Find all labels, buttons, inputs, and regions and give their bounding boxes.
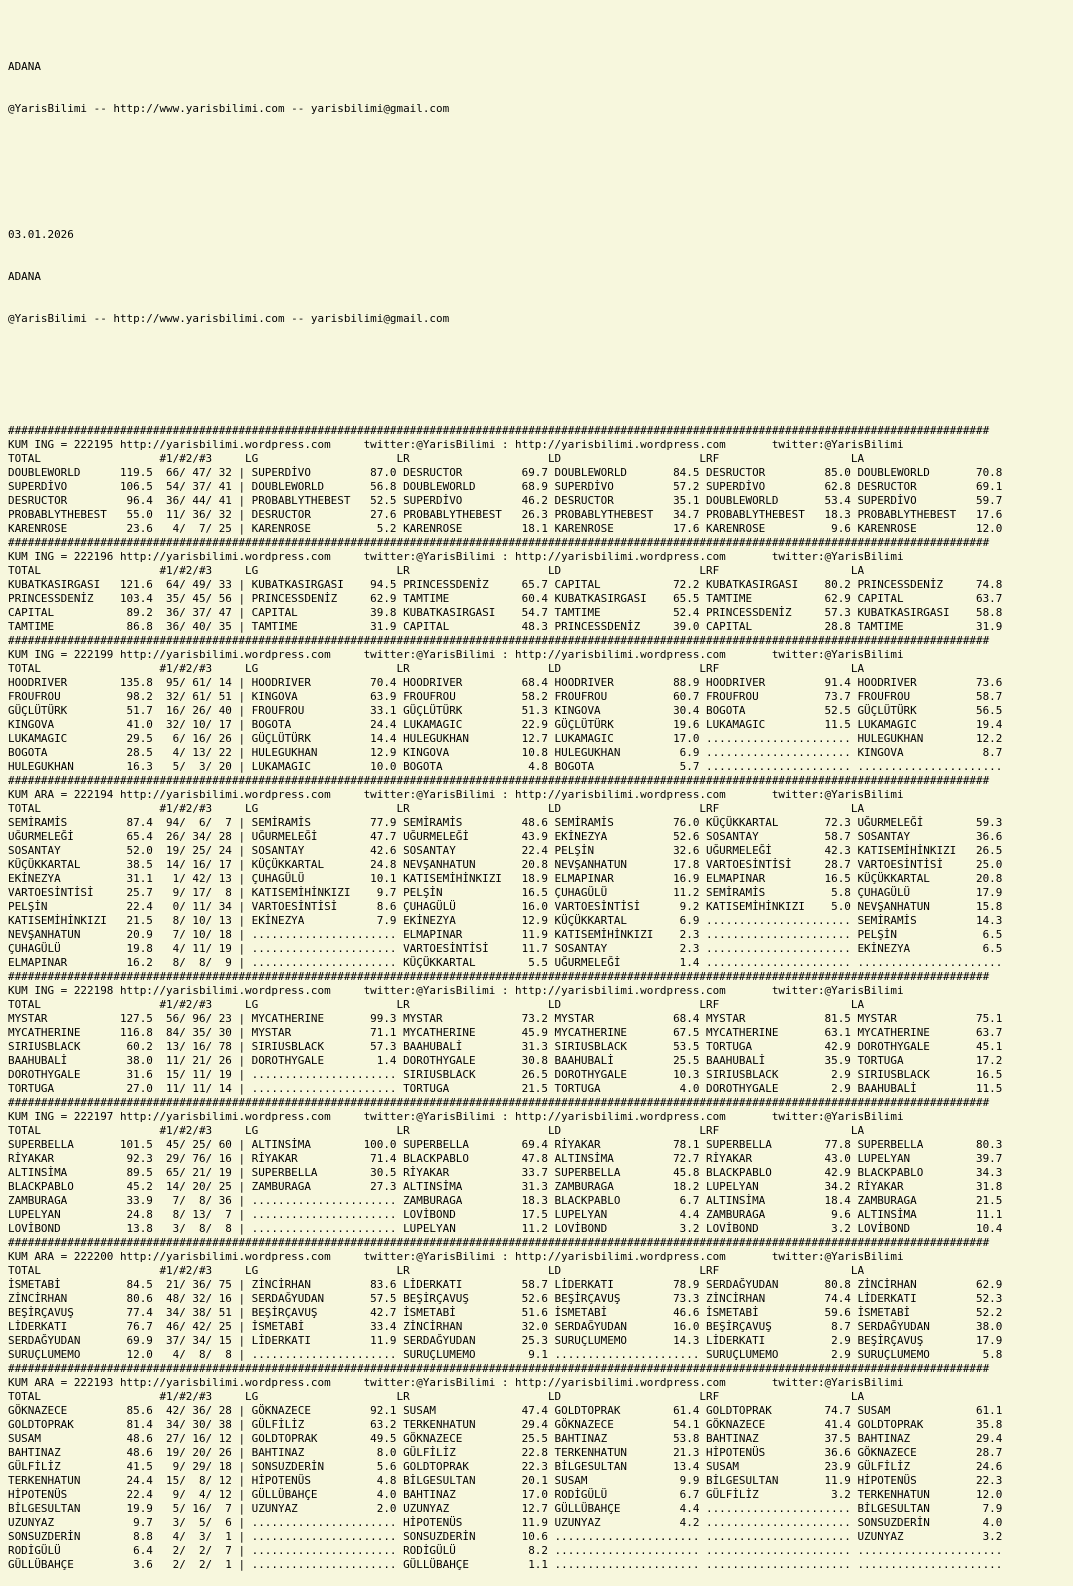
race-row: LİDERKATI 76.7 46/ 42/ 25 | İSMETABİ 33.4 ZİNCİRHAN 32.0 SERDAĞYUDAN 16.0 BEŞİRÇAVUŞ 8.7 SERDAĞYUDAN 38.0 <box>8 1320 1003 1333</box>
race-title-line: KUM ARA = 222194 http://yarisbilimi.wordpress.com twitter:@YarisBilimi : http://yarisbilimi.wordpress.com twitter:@YarisBilimi <box>8 788 904 801</box>
separator-line: ##################################################################################################################################################### <box>8 1362 990 1375</box>
header-line: ADANA <box>8 270 41 283</box>
race-row: SERDAĞYUDAN 69.9 37/ 34/ 15 | LİDERKATI 11.9 SERDAĞYUDAN 25.3 SURUÇLUMEMO 14.3 LİDERKATI 2.9 BEŞİRÇAVUŞ 17.9 <box>8 1334 1003 1347</box>
race-row: ELMAPINAR 16.2 8/ 8/ 9 | ...................... KÜÇÜKKARTAL 5.5 UĞURMELEĞİ 1.4 ...................... ...................... <box>8 956 1003 969</box>
race-row: BOGOTA 28.5 4/ 13/ 22 | HULEGUKHAN 12.9 KINGOVA 10.8 HULEGUKHAN 6.9 ...................... KINGOVA 8.7 <box>8 746 1003 759</box>
race-row: İSMETABİ 84.5 21/ 36/ 75 | ZİNCİRHAN 83.6 LİDERKATI 58.7 LİDERKATI 78.9 SERDAĞYUDAN 80.8 ZİNCİRHAN 62.9 <box>8 1278 1003 1291</box>
race-row: KARENROSE 23.6 4/ 7/ 25 | KARENROSE 5.2 KARENROSE 18.1 KARENROSE 17.6 KARENROSE 9.6 KARENROSE 12.0 <box>8 522 1003 535</box>
race-row: MYCATHERINE 116.8 84/ 35/ 30 | MYSTAR 71.1 MYCATHERINE 45.9 MYCATHERINE 67.5 MYCATHERINE 63.1 MYCATHERINE 63.7 <box>8 1026 1003 1039</box>
column-header-line: TOTAL #1/#2/#3 LG LR LD LRF LA <box>8 802 865 815</box>
race-row: CAPITAL 89.2 36/ 37/ 47 | CAPITAL 39.8 KUBATKASIRGASI 54.7 TAMTIME 52.4 PRINCESSDENİZ 57.3 KUBATKASIRGASI 58.8 <box>8 606 1003 619</box>
header-line: ADANA <box>8 60 41 73</box>
race-row: BAAHUBALİ 38.0 11/ 21/ 26 | DOROTHYGALE 1.4 DOROTHYGALE 30.8 BAAHUBALİ 25.5 BAAHUBALİ 35.9 TORTUGA 17.2 <box>8 1054 1003 1067</box>
race-row: ÇUHAGÜLÜ 19.8 4/ 11/ 19 | ...................... VARTOESİNTİSİ 11.7 SOSANTAY 2.3 ...................... EKİNEZYA 6.5 <box>8 942 1003 955</box>
race-row: SONSUZDERİN 8.8 4/ 3/ 1 | ...................... SONSUZDERİN 10.6 ...................... ...................... UZUNYAZ 3.2 <box>8 1530 1003 1543</box>
race-title-line: KUM ING = 222195 http://yarisbilimi.wordpress.com twitter:@YarisBilimi : http://yarisbilimi.wordpress.com twitter:@YarisBilimi <box>8 438 904 451</box>
column-header-line: TOTAL #1/#2/#3 LG LR LD LRF LA <box>8 452 865 465</box>
race-row: SUSAM 48.6 27/ 16/ 12 | GOLDTOPRAK 49.5 GÖKNAZECE 25.5 BAHTINAZ 53.8 BAHTINAZ 37.5 BAHTINAZ 29.4 <box>8 1432 1003 1445</box>
race-block <box>8 970 1073 1096</box>
separator-line: ##################################################################################################################################################### <box>8 970 990 983</box>
race-row: TORTUGA 27.0 11/ 11/ 14 | ...................... TORTUGA 21.5 TORTUGA 4.0 DOROTHYGALE 2.9 BAAHUBALİ 11.5 <box>8 1082 1003 1095</box>
header-line: 03.01.2026 <box>8 228 74 241</box>
race-row: BEŞİRÇAVUŞ 77.4 34/ 38/ 51 | BEŞİRÇAVUŞ 42.7 İSMETABİ 51.6 İSMETABİ 46.6 İSMETABİ 59.6 İSMETABİ 52.2 <box>8 1306 1003 1319</box>
column-header-line: TOTAL #1/#2/#3 LG LR LD LRF LA <box>8 1390 865 1403</box>
race-row: KUBATKASIRGASI 121.6 64/ 49/ 33 | KUBATKASIRGASI 94.5 PRINCESSDENİZ 65.7 CAPITAL 72.2 KUBATKASIRGASI 80.2 PRINCESSDENİZ 74.8 <box>8 578 1003 591</box>
separator-line: ##################################################################################################################################################### <box>8 634 990 647</box>
header-line: @YarisBilimi -- http://www.yarisbilimi.com -- yarisbilimi@gmail.com <box>8 312 450 325</box>
race-row: SUPERDİVO 106.5 54/ 37/ 41 | DOUBLEWORLD 56.8 DOUBLEWORLD 68.9 SUPERDİVO 57.2 SUPERDİVO 62.8 DESRUCTOR 69.1 <box>8 480 1003 493</box>
race-row: HULEGUKHAN 16.3 5/ 3/ 20 | LUKAMAGIC 10.0 BOGOTA 4.8 BOGOTA 5.7 ...................... ...................... <box>8 760 1003 773</box>
race-row: DOUBLEWORLD 119.5 66/ 47/ 32 | SUPERDİVO 87.0 DESRUCTOR 69.7 DOUBLEWORLD 84.5 DESRUCTOR 85.0 DOUBLEWORLD 70.8 <box>8 466 1003 479</box>
race-block <box>8 1096 1073 1236</box>
column-header-line: TOTAL #1/#2/#3 LG LR LD LRF LA <box>8 1264 865 1277</box>
race-block <box>8 424 1073 536</box>
race-row: GOLDTOPRAK 81.4 34/ 30/ 38 | GÜLFİLİZ 63.2 TERKENHATUN 29.4 GÖKNAZECE 54.1 GÖKNAZECE 41.4 GOLDTOPRAK 35.8 <box>8 1418 1003 1431</box>
race-row: LOVİBOND 13.8 3/ 8/ 8 | ...................... LUPELYAN 11.2 LOVİBOND 3.2 LOVİBOND 3.2 LOVİBOND 10.4 <box>8 1222 1003 1235</box>
race-row: KÜÇÜKKARTAL 38.5 14/ 16/ 17 | KÜÇÜKKARTAL 24.8 NEVŞANHATUN 20.8 NEVŞANHATUN 17.8 VARTOESİNTİSİ 28.7 VARTOESİNTİSİ 25.0 <box>8 858 1003 871</box>
race-row: RODİGÜLÜ 6.4 2/ 2/ 7 | ...................... RODİGÜLÜ 8.2 ...................... ...................... ...................... <box>8 1544 1003 1557</box>
race-row: BLACKPABLO 45.2 14/ 20/ 25 | ZAMBURAGA 27.3 ALTINSİMA 31.3 ZAMBURAGA 18.2 LUPELYAN 34.2 RİYAKAR 31.8 <box>8 1180 1003 1193</box>
race-row: LUKAMAGIC 29.5 6/ 16/ 26 | GÜÇLÜTÜRK 14.4 HULEGUKHAN 12.7 LUKAMAGIC 17.0 ...................... HULEGUKHAN 12.2 <box>8 732 1003 745</box>
header-line: @YarisBilimi -- http://www.yarisbilimi.com -- yarisbilimi@gmail.com <box>8 102 450 115</box>
race-row: SIRIUSBLACK 60.2 13/ 16/ 78 | SIRIUSBLACK 57.3 BAAHUBALİ 31.3 SIRIUSBLACK 53.5 TORTUGA 42.9 DOROTHYGALE 45.1 <box>8 1040 1003 1053</box>
race-row: SURUÇLUMEMO 12.0 4/ 8/ 8 | ...................... SURUÇLUMEMO 9.1 ...................... SURUÇLUMEMO 2.9 SURUÇLUMEMO 5.8 <box>8 1348 1003 1361</box>
race-title-line: KUM ING = 222199 http://yarisbilimi.wordpress.com twitter:@YarisBilimi : http://yarisbilimi.wordpress.com twitter:@YarisBilimi <box>8 648 904 661</box>
race-block <box>8 774 1073 970</box>
race-row: BAHTINAZ 48.6 19/ 20/ 26 | BAHTINAZ 8.0 GÜLFİLİZ 22.8 TERKENHATUN 21.3 HİPOTENÜS 36.6 GÖKNAZECE 28.7 <box>8 1446 1003 1459</box>
race-title-line: KUM ING = 222198 http://yarisbilimi.wordpress.com twitter:@YarisBilimi : http://yarisbilimi.wordpress.com twitter:@YarisBilimi <box>8 984 904 997</box>
race-row: GÜLFİLİZ 41.5 9/ 29/ 18 | SONSUZDERİN 5.6 GOLDTOPRAK 22.3 BİLGESULTAN 13.4 SUSAM 23.9 GÜLFİLİZ 24.6 <box>8 1460 1003 1473</box>
race-row: DESRUCTOR 96.4 36/ 44/ 41 | PROBABLYTHEBEST 52.5 SUPERDİVO 46.2 DESRUCTOR 35.1 DOUBLEWORLD 53.4 SUPERDİVO 59.7 <box>8 494 1003 507</box>
race-block <box>8 1236 1073 1362</box>
race-row: ZİNCİRHAN 80.6 48/ 32/ 16 | SERDAĞYUDAN 57.5 BEŞİRÇAVUŞ 52.6 BEŞİRÇAVUŞ 73.3 ZİNCİRHAN 74.4 LİDERKATI 52.3 <box>8 1292 1003 1305</box>
race-row: SOSANTAY 52.0 19/ 25/ 24 | SOSANTAY 42.6 SOSANTAY 22.4 PELŞİN 32.6 UĞURMELEĞİ 42.3 KATISEMİHİNKIZI 26.5 <box>8 844 1003 857</box>
race-row: SUPERBELLA 101.5 45/ 25/ 60 | ALTINSİMA 100.0 SUPERBELLA 69.4 RİYAKAR 78.1 SUPERBELLA 77.8 SUPERBELLA 80.3 <box>8 1138 1003 1151</box>
race-row: KINGOVA 41.0 32/ 10/ 17 | BOGOTA 24.4 LUKAMAGIC 22.9 GÜÇLÜTÜRK 19.6 LUKAMAGIC 11.5 LUKAMAGIC 19.4 <box>8 718 1003 731</box>
race-row: PROBABLYTHEBEST 55.0 11/ 36/ 32 | DESRUCTOR 27.6 PROBABLYTHEBEST 26.3 PROBABLYTHEBEST 34.7 PROBABLYTHEBEST 18.3 PROBABLYTHEBEST 17.6 <box>8 508 1003 521</box>
race-row: DOROTHYGALE 31.6 15/ 11/ 19 | ...................... SIRIUSBLACK 26.5 DOROTHYGALE 10.3 SIRIUSBLACK 2.9 SIRIUSBLACK 16.5 <box>8 1068 1003 1081</box>
race-row: UĞURMELEĞİ 65.4 26/ 34/ 28 | UĞURMELEĞİ 47.7 UĞURMELEĞİ 43.9 EKİNEZYA 52.6 SOSANTAY 58.7 SOSANTAY 36.6 <box>8 830 1003 843</box>
race-row: ZAMBURAGA 33.9 7/ 8/ 36 | ...................... ZAMBURAGA 18.3 BLACKPABLO 6.7 ALTINSİMA 18.4 ZAMBURAGA 21.5 <box>8 1194 1003 1207</box>
column-header-line: TOTAL #1/#2/#3 LG LR LD LRF LA <box>8 564 865 577</box>
race-row: ALTINSİMA 89.5 65/ 21/ 19 | SUPERBELLA 30.5 RİYAKAR 33.7 SUPERBELLA 45.8 BLACKPABLO 42.9 BLACKPABLO 34.3 <box>8 1166 1003 1179</box>
document-header <box>8 32 1073 396</box>
header-line <box>8 354 1073 368</box>
race-row: TAMTIME 86.8 36/ 40/ 35 | TAMTIME 31.9 CAPITAL 48.3 PRINCESSDENİZ 39.0 CAPITAL 28.8 TAMTIME 31.9 <box>8 620 1003 633</box>
race-row: GÜÇLÜTÜRK 51.7 16/ 26/ 40 | FROUFROU 33.1 GÜÇLÜTÜRK 51.3 KINGOVA 30.4 BOGOTA 52.5 GÜÇLÜTÜRK 56.5 <box>8 704 1003 717</box>
race-title-line: KUM ARA = 222193 http://yarisbilimi.wordpress.com twitter:@YarisBilimi : http://yarisbilimi.wordpress.com twitter:@YarisBilimi <box>8 1376 904 1389</box>
race-row: TERKENHATUN 24.4 15/ 8/ 12 | HİPOTENÜS 4.8 BİLGESULTAN 20.1 SUSAM 9.9 BİLGESULTAN 11.9 HİPOTENÜS 22.3 <box>8 1474 1003 1487</box>
race-row: GÜLLÜBAHÇE 3.6 2/ 2/ 1 | ...................... GÜLLÜBAHÇE 1.1 ...................... ...................... ...................... <box>8 1558 1003 1571</box>
race-title-line: KUM ING = 222196 http://yarisbilimi.wordpress.com twitter:@YarisBilimi : http://yarisbilimi.wordpress.com twitter:@YarisBilimi <box>8 550 904 563</box>
race-row: EKİNEZYA 31.1 1/ 42/ 13 | ÇUHAGÜLÜ 10.1 KATISEMİHİNKIZI 18.9 ELMAPINAR 16.9 ELMAPINAR 16.5 KÜÇÜKKARTAL 20.8 <box>8 872 1003 885</box>
race-block <box>8 634 1073 774</box>
column-header-line: TOTAL #1/#2/#3 LG LR LD LRF LA <box>8 1124 865 1137</box>
race-row: HİPOTENÜS 22.4 9/ 4/ 12 | GÜLLÜBAHÇE 4.0 BAHTINAZ 17.0 RODİGÜLÜ 6.7 GÜLFİLİZ 3.2 TERKENHATUN 12.0 <box>8 1488 1003 1501</box>
separator-line: ##################################################################################################################################################### <box>8 1096 990 1109</box>
column-header-line: TOTAL #1/#2/#3 LG LR LD LRF LA <box>8 662 865 675</box>
race-row: VARTOESİNTİSİ 25.7 9/ 17/ 8 | KATISEMİHİNKIZI 9.7 PELŞİN 16.5 ÇUHAGÜLÜ 11.2 SEMİRAMİS 5.8 ÇUHAGÜLÜ 17.9 <box>8 886 1003 899</box>
separator-line: ##################################################################################################################################################### <box>8 536 990 549</box>
race-block <box>8 1362 1073 1572</box>
separator-line: ##################################################################################################################################################### <box>8 1236 990 1249</box>
race-title-line: KUM ARA = 222200 http://yarisbilimi.wordpress.com twitter:@YarisBilimi : http://yarisbilimi.wordpress.com twitter:@YarisBilimi <box>8 1250 904 1263</box>
race-row: PELŞİN 22.4 0/ 11/ 34 | VARTOESİNTİSİ 8.6 ÇUHAGÜLÜ 16.0 VARTOESİNTİSİ 9.2 KATISEMİHİNKIZI 5.0 NEVŞANHATUN 15.8 <box>8 900 1003 913</box>
race-row: FROUFROU 98.2 32/ 61/ 51 | KINGOVA 63.9 FROUFROU 58.2 FROUFROU 60.7 FROUFROU 73.7 FROUFROU 58.7 <box>8 690 1003 703</box>
separator-line: ##################################################################################################################################################### <box>8 774 990 787</box>
race-row: RİYAKAR 92.3 29/ 76/ 16 | RİYAKAR 71.4 BLACKPABLO 47.8 ALTINSİMA 72.7 RİYAKAR 43.0 LUPELYAN 39.7 <box>8 1152 1003 1165</box>
race-row: UZUNYAZ 9.7 3/ 5/ 6 | ...................... HİPOTENÜS 11.9 UZUNYAZ 4.2 ...................... SONSUZDERİN 4.0 <box>8 1516 1003 1529</box>
race-row: BİLGESULTAN 19.9 5/ 16/ 7 | UZUNYAZ 2.0 UZUNYAZ 12.7 GÜLLÜBAHÇE 4.4 ...................... BİLGESULTAN 7.9 <box>8 1502 1003 1515</box>
race-row: SEMİRAMİS 87.4 94/ 6/ 7 | SEMİRAMİS 77.9 SEMİRAMİS 48.6 SEMİRAMİS 76.0 KÜÇÜKKARTAL 72.3 UĞURMELEĞİ 59.3 <box>8 816 1003 829</box>
column-header-line: TOTAL #1/#2/#3 LG LR LD LRF LA <box>8 998 865 1011</box>
race-row: MYSTAR 127.5 56/ 96/ 23 | MYCATHERINE 99.3 MYSTAR 73.2 MYSTAR 68.4 MYSTAR 81.5 MYSTAR 75.1 <box>8 1012 1003 1025</box>
race-row: GÖKNAZECE 85.6 42/ 36/ 28 | GÖKNAZECE 92.1 SUSAM 47.4 GOLDTOPRAK 61.4 GOLDTOPRAK 74.7 SUSAM 61.1 <box>8 1404 1003 1417</box>
header-line <box>8 186 1073 200</box>
separator-line: ##################################################################################################################################################### <box>8 424 990 437</box>
race-row: NEVŞANHATUN 20.9 7/ 10/ 18 | ...................... ELMAPINAR 11.9 KATISEMİHİNKIZI 2.3 ...................... PELŞİN 6.5 <box>8 928 1003 941</box>
race-block <box>8 536 1073 634</box>
race-row: LUPELYAN 24.8 8/ 13/ 7 | ...................... LOVİBOND 17.5 LUPELYAN 4.4 ZAMBURAGA 9.6 ALTINSİMA 11.1 <box>8 1208 1003 1221</box>
race-row: HOODRIVER 135.8 95/ 61/ 14 | HOODRIVER 70.4 HOODRIVER 68.4 HOODRIVER 88.9 HOODRIVER 91.4 HOODRIVER 73.6 <box>8 676 1003 689</box>
race-row: PRINCESSDENİZ 103.4 35/ 45/ 56 | PRINCESSDENİZ 62.9 TAMTIME 60.4 KUBATKASIRGASI 65.5 TAMTIME 62.9 CAPITAL 63.7 <box>8 592 1003 605</box>
race-row: KATISEMİHİNKIZI 21.5 8/ 10/ 13 | EKİNEZYA 7.9 EKİNEZYA 12.9 KÜÇÜKKARTAL 6.9 ...................... SEMİRAMİS 14.3 <box>8 914 1003 927</box>
race-list <box>8 424 1073 1572</box>
header-line <box>8 144 1073 158</box>
race-title-line: KUM ING = 222197 http://yarisbilimi.wordpress.com twitter:@YarisBilimi : http://yarisbilimi.wordpress.com twitter:@YarisBilimi <box>8 1110 904 1123</box>
